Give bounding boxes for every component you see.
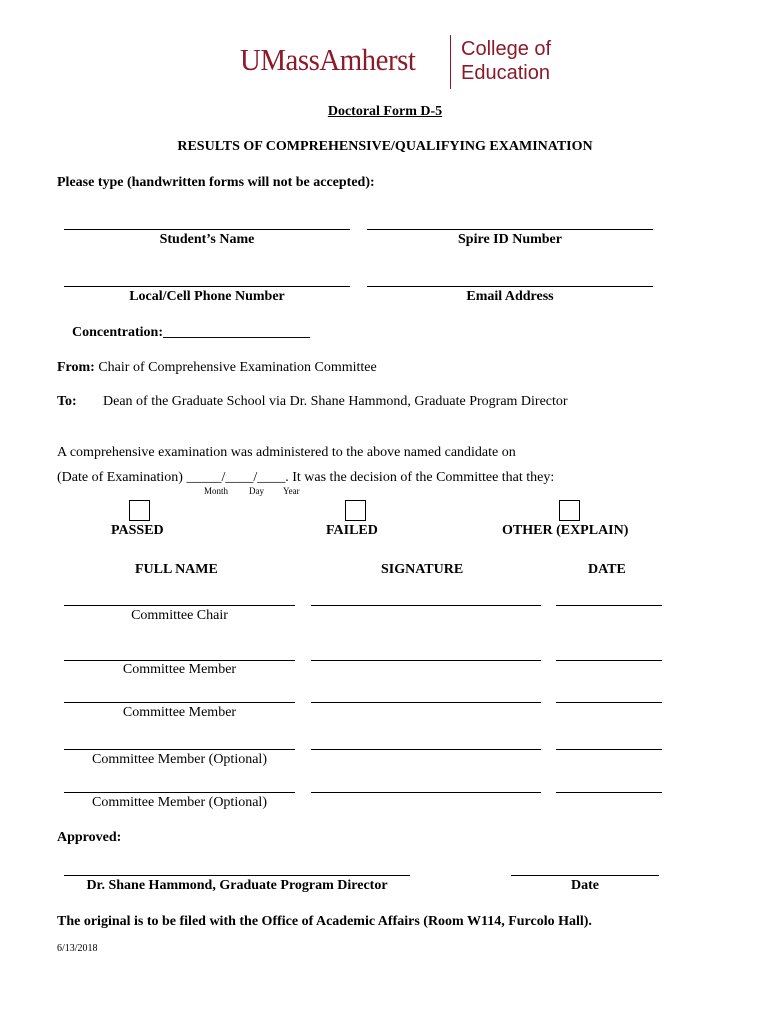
committee-chair-date-field[interactable] bbox=[556, 605, 662, 606]
from-label: From: bbox=[57, 360, 95, 375]
committee-member-4-date-field[interactable] bbox=[556, 792, 662, 793]
committee-member-3-label: Committee Member (Optional) bbox=[92, 752, 267, 767]
email-label: Email Address bbox=[466, 289, 554, 304]
statement-line2: (Date of Examination) _____/____/____. It was the decision of the Committee that they: bbox=[57, 470, 555, 485]
committee-member-3-signature-field[interactable] bbox=[311, 749, 541, 750]
failed-label: FAILED bbox=[326, 523, 378, 538]
revision-date: 6/13/2018 bbox=[57, 943, 98, 954]
committee-member-4-label: Committee Member (Optional) bbox=[92, 795, 267, 810]
year-label: Year bbox=[283, 486, 300, 496]
committee-member-3-date-field[interactable] bbox=[556, 749, 662, 750]
spire-id-field[interactable] bbox=[367, 229, 653, 230]
passed-label: PASSED bbox=[111, 523, 164, 538]
committee-chair-name-field[interactable] bbox=[64, 605, 295, 606]
student-name-label: Student’s Name bbox=[159, 232, 255, 247]
committee-member-1-name-field[interactable] bbox=[64, 660, 295, 661]
full-name-header: FULL NAME bbox=[135, 562, 218, 577]
college-of-education-logo bbox=[461, 37, 551, 85]
logo-sub-line1: College of bbox=[461, 38, 552, 60]
email-field[interactable] bbox=[367, 286, 653, 287]
to-label: To: bbox=[57, 394, 77, 409]
student-name-field[interactable] bbox=[64, 229, 350, 230]
concentration-field[interactable]: Concentration:_____________________ bbox=[72, 325, 310, 340]
director-signature-field[interactable] bbox=[64, 875, 410, 876]
other-label: OTHER (EXPLAIN) bbox=[502, 523, 629, 538]
instruction-text: Please type (handwritten forms will not be accepted): bbox=[57, 175, 375, 190]
day-label: Day bbox=[249, 486, 264, 496]
form-title: Doctoral Form D-5 bbox=[327, 104, 443, 119]
director-label: Dr. Shane Hammond, Graduate Program Director bbox=[86, 878, 388, 893]
committee-member-2-date-field[interactable] bbox=[556, 702, 662, 703]
committee-member-2-name-field[interactable] bbox=[64, 702, 295, 703]
committee-member-2-signature-field[interactable] bbox=[311, 702, 541, 703]
passed-checkbox[interactable] bbox=[129, 500, 150, 521]
from-line bbox=[57, 360, 377, 376]
committee-member-1-date-field[interactable] bbox=[556, 660, 662, 661]
logo-divider bbox=[450, 35, 451, 89]
other-checkbox[interactable] bbox=[559, 500, 580, 521]
committee-member-1-signature-field[interactable] bbox=[311, 660, 541, 661]
month-label: Month bbox=[204, 486, 229, 496]
phone-field[interactable] bbox=[64, 286, 350, 287]
committee-member-1-label: Committee Member bbox=[122, 662, 237, 677]
committee-member-4-name-field[interactable] bbox=[64, 792, 295, 793]
from-value: Chair of Comprehensive Examination Committee bbox=[98, 360, 377, 375]
to-value: Dean of the Graduate School via Dr. Shane Hammond, Graduate Program Director bbox=[103, 394, 568, 409]
committee-member-2-label: Committee Member bbox=[122, 705, 237, 720]
spire-id-label: Spire ID Number bbox=[458, 232, 562, 247]
signature-header: SIGNATURE bbox=[381, 562, 464, 577]
logo-sub-line2: Education bbox=[461, 62, 550, 84]
umass-amherst-logo: UMassAmherst bbox=[240, 42, 416, 77]
failed-checkbox[interactable] bbox=[345, 500, 366, 521]
phone-label: Local/Cell Phone Number bbox=[129, 289, 285, 304]
date-header: DATE bbox=[588, 562, 626, 577]
committee-chair-signature-field[interactable] bbox=[311, 605, 541, 606]
committee-member-3-name-field[interactable] bbox=[64, 749, 295, 750]
approved-date-label: Date bbox=[571, 878, 599, 893]
filing-note: The original is to be filed with the Office of Academic Affairs (Room W114, Furcolo Hall). bbox=[57, 914, 592, 929]
committee-chair-label: Committee Chair bbox=[131, 608, 228, 623]
director-date-field[interactable] bbox=[511, 875, 659, 876]
form-heading: RESULTS OF COMPREHENSIVE/QUALIFYING EXAMINATION bbox=[177, 139, 593, 154]
committee-member-4-signature-field[interactable] bbox=[311, 792, 541, 793]
approved-label: Approved: bbox=[57, 830, 122, 845]
statement-line1: A comprehensive examination was administered to the above named candidate on bbox=[57, 445, 516, 460]
